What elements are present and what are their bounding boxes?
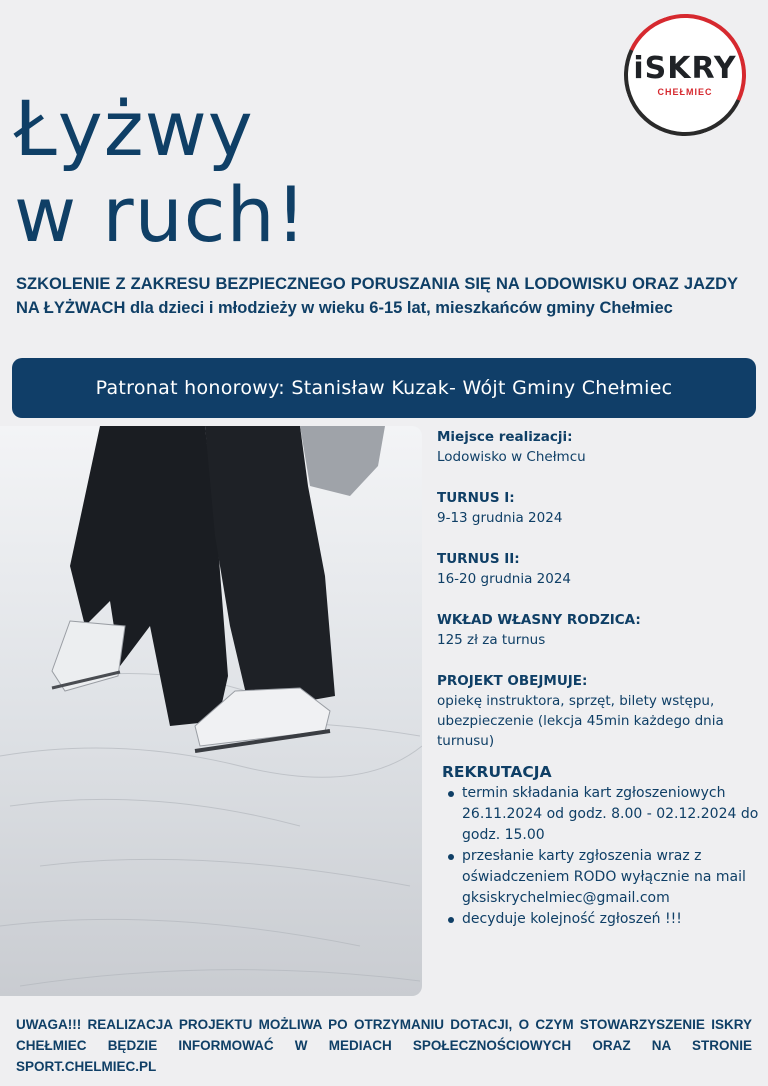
detail-session-1 [437,489,757,528]
list-item: termin składania kart zgłoszeniowych 26.11.2024 od godz. 8.00 - 02.12.2024 do godz. 15.00 [442,783,762,846]
list-item: przesłanie karty zgłoszenia wraz z oświadczeniem RODO wyłącznie na mail gksiskrychelmiec@gmail.com [442,846,762,909]
detail-session-2-value: 16-20 grudnia 2024 [437,571,571,587]
detail-project-includes [437,672,757,751]
skating-photo [0,426,422,996]
recruitment-list [442,783,762,930]
funding-notice: UWAGA!!! REALIZACJA PROJEKTU MOŻLIWA PO OTRZYMANIU DOTACJI, O CZYM STOWARZYSZENIE ISKRY CHEŁMIEC BĘDZIE INFORMOWAĆ W MEDIACH SPOŁECZNOŚCIOWYCH ORAZ NA STRONIE SPORT.CHELMIEC.PL [16,1017,752,1074]
detail-project-includes-heading: PROJEKT OBEJMUJE: [437,673,588,689]
detail-session-1-heading: TURNUS I: [437,490,515,506]
poster-title-line-2: w ruch! [14,170,308,259]
poster-title [14,86,434,258]
detail-parent-fee [437,611,757,650]
detail-session-2-heading: TURNUS II: [437,551,520,567]
recruitment-section [442,763,762,930]
patronage-text: Patronat honorowy: Stanisław Kuzak- Wójt Gminy Chełmiec [95,377,673,399]
event-details [437,428,757,773]
poster-title-line-1: Łyżwy [14,84,254,173]
detail-location [437,428,757,467]
recruitment-heading: REKRUTACJA [442,763,552,781]
logo-subtitle: CHEŁMIEC [657,86,713,97]
detail-parent-fee-value: 125 zł za turnus [437,632,546,648]
detail-project-includes-value: opiekę instruktora, sprzęt, bilety wstępu, ubezpieczenie (lekcja 45min każdego dnia turnusu) [437,693,724,749]
detail-session-1-value: 9-13 grudnia 2024 [437,510,563,526]
intro-text: SZKOLENIE Z ZAKRESU BEZPIECZNEGO PORUSZANIA SIĘ NA LODOWISKU ORAZ JAZDY NA ŁYŻWACH dla dzieci i młodzieży w wieku 6-15 lat, mieszkańców gminy Chełmiec [16,275,738,317]
detail-session-2 [437,550,757,589]
detail-location-value: Lodowisko w Chełmcu [437,449,586,465]
list-item: decyduje kolejność zgłoszeń !!! [442,909,762,930]
patronage-banner [12,358,756,418]
club-logo [607,0,763,153]
logo-name: iSKRY [633,50,737,86]
detail-location-heading: Miejsce realizacji: [437,429,573,445]
detail-parent-fee-heading: WKŁAD WŁASNY RODZICA: [437,612,641,628]
